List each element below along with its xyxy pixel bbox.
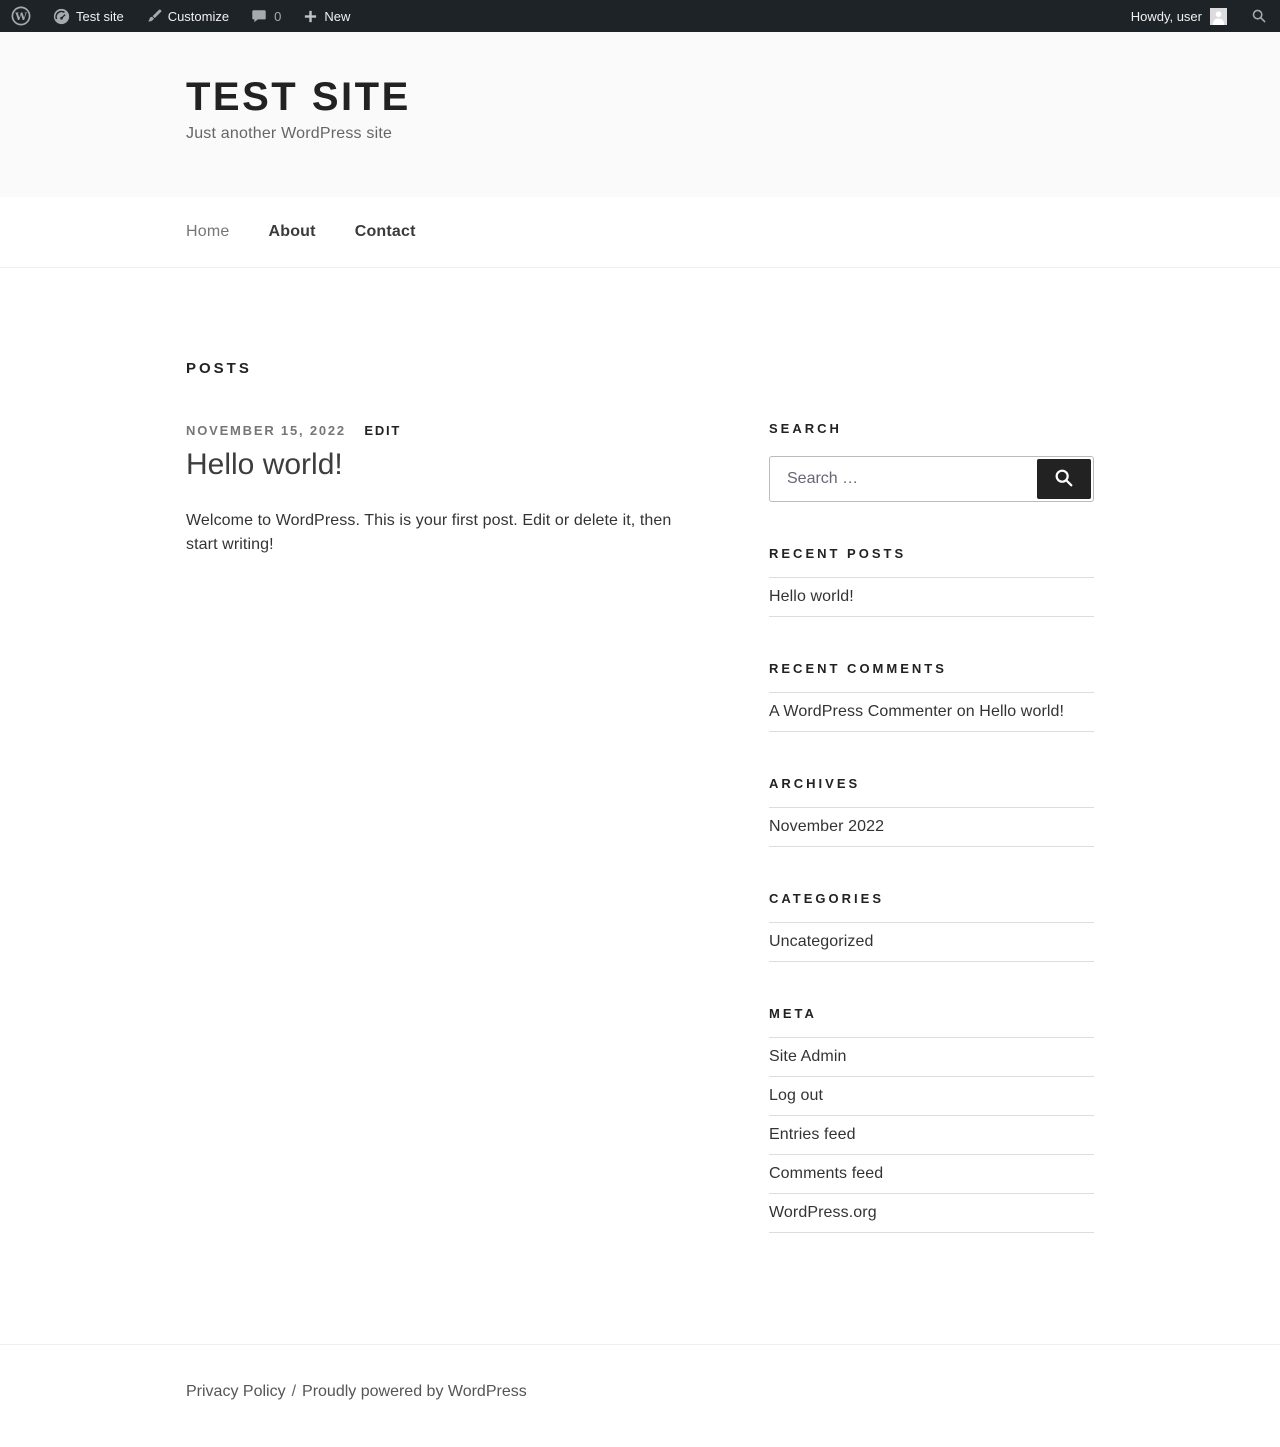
- svg-text:W: W: [15, 10, 27, 23]
- comment-author-link[interactable]: A WordPress Commenter: [769, 703, 953, 720]
- primary-navigation: [0, 197, 1280, 268]
- recent-comment-item: [769, 693, 1094, 732]
- site-title-link[interactable]: TEST SITE: [186, 75, 411, 119]
- search-icon: [1053, 467, 1075, 492]
- search-form: [769, 456, 1094, 502]
- nav-item-home[interactable]: Home: [186, 223, 230, 240]
- post-date-link[interactable]: NOVEMBER 15, 2022: [186, 423, 346, 438]
- admin-bar-new-label: New: [324, 8, 351, 24]
- site-title: [186, 74, 1094, 120]
- admin-search-icon: [1251, 8, 1267, 24]
- footer-separator: /: [291, 1383, 297, 1400]
- category-link[interactable]: Uncategorized: [769, 933, 874, 950]
- admin-bar-site-menu[interactable]: [42, 0, 135, 32]
- powered-by-link[interactable]: Proudly powered by WordPress: [302, 1383, 527, 1400]
- widget-search: [769, 421, 1094, 502]
- site-tagline: Just another WordPress site: [186, 125, 393, 142]
- post-body: Welcome to WordPress. This is your first post. Edit or delete it, then start writing!: [186, 512, 672, 553]
- meta-item-wordpress-org: [769, 1194, 1094, 1233]
- site-footer: [0, 1344, 1280, 1447]
- site-dashboard-icon: [53, 8, 70, 25]
- admin-bar-left: [0, 0, 361, 32]
- user-avatar: [1210, 8, 1227, 25]
- admin-bar-site-name: Test site: [76, 8, 124, 24]
- archive-link[interactable]: November 2022: [769, 818, 885, 835]
- admin-bar-right: [1120, 0, 1280, 32]
- post-title: [186, 445, 711, 484]
- meta-link-comments-feed[interactable]: Comments feed: [769, 1165, 884, 1182]
- meta-link-entries-feed[interactable]: Entries feed: [769, 1126, 856, 1143]
- comment-connector: on: [952, 703, 980, 720]
- meta-link-log-out[interactable]: Log out: [769, 1087, 824, 1104]
- admin-bar-customize-label: Customize: [167, 8, 230, 24]
- entry-meta: [186, 423, 711, 438]
- widget-search-title: SEARCH: [769, 421, 842, 436]
- admin-bar-comments[interactable]: [240, 0, 292, 32]
- nav-item-contact[interactable]: Contact: [354, 223, 416, 240]
- wp-admin-bar: [0, 0, 1280, 32]
- meta-item-comments-feed: [769, 1155, 1094, 1194]
- admin-bar-new[interactable]: [292, 0, 361, 32]
- meta-link-site-admin[interactable]: Site Admin: [769, 1048, 847, 1065]
- admin-bar-comments-count: 0: [274, 8, 282, 24]
- widget-recent-posts: [769, 546, 1094, 617]
- widget-recent-comments-title: RECENT COMMENTS: [769, 661, 947, 676]
- search-submit-button[interactable]: [1037, 459, 1091, 499]
- site-content: [0, 268, 1280, 1344]
- customize-brush-icon: [146, 8, 162, 24]
- post-hello-world: [186, 423, 711, 557]
- page-title-posts: POSTS: [186, 360, 252, 377]
- meta-item-entries-feed: [769, 1116, 1094, 1155]
- category-item: [769, 923, 1094, 962]
- wordpress-logo-menu[interactable]: [0, 0, 42, 32]
- recent-post-item: [769, 578, 1094, 617]
- nav-item-about[interactable]: About: [268, 223, 316, 240]
- widget-meta-title: META: [769, 1006, 817, 1021]
- widget-recent-comments: [769, 661, 1094, 732]
- widget-categories: [769, 891, 1094, 962]
- meta-item-log-out: [769, 1077, 1094, 1116]
- post-title-link[interactable]: Hello world!: [186, 448, 343, 481]
- meta-item-site-admin: [769, 1038, 1094, 1077]
- widget-archives-title: ARCHIVES: [769, 776, 861, 791]
- widget-archives: [769, 776, 1094, 847]
- main-content: [186, 360, 711, 557]
- wordpress-logo-icon: [11, 6, 31, 26]
- admin-bar-customize[interactable]: [135, 0, 240, 32]
- admin-bar-howdy-text: Howdy, user: [1130, 8, 1202, 24]
- meta-link-wordpress-org[interactable]: WordPress.org: [769, 1204, 877, 1221]
- plus-icon: [303, 9, 318, 24]
- comments-bubble-icon: [251, 8, 267, 24]
- widget-meta: [769, 1006, 1094, 1233]
- admin-bar-search[interactable]: [1238, 0, 1280, 32]
- widget-categories-title: CATEGORIES: [769, 891, 884, 906]
- comment-post-link[interactable]: Hello world!: [979, 703, 1065, 720]
- site-header: [0, 32, 1280, 197]
- privacy-policy-link[interactable]: Privacy Policy: [186, 1383, 286, 1400]
- recent-post-link[interactable]: Hello world!: [769, 588, 854, 605]
- widget-recent-posts-title: RECENT POSTS: [769, 546, 907, 561]
- sidebar: [769, 360, 1094, 1233]
- admin-bar-my-account[interactable]: [1120, 0, 1238, 32]
- post-edit-link[interactable]: EDIT: [364, 423, 402, 438]
- archive-item: [769, 808, 1094, 847]
